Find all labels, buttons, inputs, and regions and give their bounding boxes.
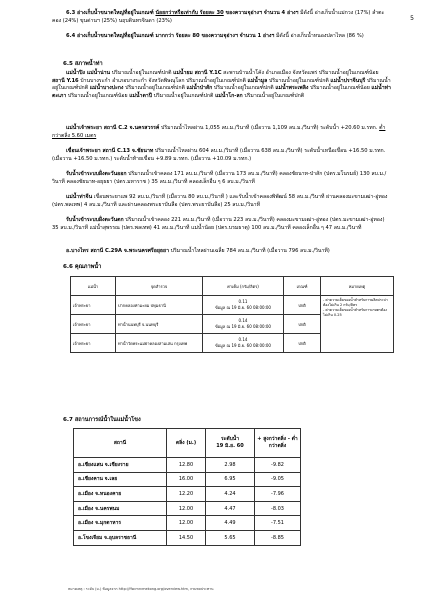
pp-b6: แม่น้ำบางปะกง [89, 85, 124, 92]
col-remark: หมายเหตุ [321, 277, 394, 296]
pp-t9: ปริมาณน้ำอยู่ในเกณฑ์น้อย [66, 92, 130, 99]
col-criteria: เกณฑ์ [284, 277, 321, 296]
pp-b9: แม่น้ำท่าตะเภา [52, 85, 391, 99]
cell-station: อ.เมือง จ.หนองคาย [74, 487, 167, 502]
table-row [71, 296, 394, 315]
cell-bank: 12.00 [167, 501, 206, 516]
cell-point: ท่าน้ำวัดพระแม่ย่าคลองสามเสน กรุงเทพ [116, 334, 203, 353]
pt-t1: เขื่อนพระยาแพ 92 ลบ.ม./วินาที (เมื่อวาน 80 ลบ.ม./วินาที ) และรับน้ำเข้าคลองพิพัฒน์ 58 ลบ.ม./วินาที ผ่านคลองมะขามเฒ่า-อู่ทอง (ปตร.พลเทพ) 4 ลบ.ม./วินาที และผ่านคลองพระยาบันลือ (ปตร.พระยาบันลือ) 25 ลบ.ม./วินาที [52, 194, 388, 208]
pp-b4: แม่น้ำมูล [247, 77, 268, 84]
source-note: หมายเหตุ : ระดับ (ม.) ข้อมูลจาก http://ffw.mrcmekong.org/overview.htm, กรมชลประทาน [68, 587, 214, 591]
pp-b7: แม่น้ำป่าสัก [186, 85, 213, 92]
cell-station: อ.เชียงคาน จ.เลย [74, 472, 167, 487]
pp-t5: ปริมาณน้ำอยู่ในเกณฑ์ปกติ [52, 77, 391, 92]
paragraph-west-intake [52, 217, 392, 232]
cell-level: 5.65 [206, 530, 255, 545]
cell-bank: 12.00 [167, 516, 206, 531]
cell-bank: 12.80 [167, 458, 206, 473]
pp-b8: แม่น้ำพระเพลิง [275, 85, 309, 92]
pa-b1: อ.บางไทร สถานี C.29A จ.พระนครศรีอยุธยา [66, 248, 169, 254]
cell-level: 6.95 [206, 472, 255, 487]
paragraph-6-4 [52, 33, 392, 41]
pp-t2: สะพานบ้านน้ำโค้ง อำเภอเมือง จังหวัดแพร่ ปริมาณน้ำอยู่ในเกณฑ์น้อย [221, 70, 379, 76]
pp-t8: ปริมาณน้ำอยู่ในเกณฑ์น้อย [308, 85, 372, 92]
mekong-table [73, 428, 301, 546]
section-6-7-title: 6.7 สถานการณ์น้ำในแม่น้ำโขง [63, 417, 141, 423]
col-level [206, 429, 255, 458]
pp-t7: ปริมาณน้ำอยู่ในเกณฑ์ปกติ [212, 85, 276, 92]
col-station: สถานี [74, 429, 167, 458]
table-row [74, 530, 301, 545]
table-row [74, 487, 301, 502]
pe-t1: ปริมาณน้ำเข้าคลอง 171 ลบ.ม./วินาที (เมื่อวาน 173 ลบ.ม./วินาที) คลองชัยนาท-ป่าสัก (ปตร.มโนรมย์) 130 ลบ.ม./วินาที คลองชัยนาท-อยุธยา (ปตร.มหาราช ) 35 ลบ.ม./วินาที คลองเล็กอื่น ๆ 6 ลบ.ม./วินาที [52, 171, 387, 185]
pc-t1: ปริมาณน้ำไหลผ่าน 1,055 ลบ.ม./วินาที (เมื่อวาน 1,109 ลบ.ม./วินาที) ระดับน้ำ +20.60 ม.รทก. [159, 125, 380, 131]
p63-lead: 6.3 อ่างเก็บน้ำขนาดใหญ่ที่อยู่ในเกณฑ์ [66, 10, 156, 16]
cell-point: ปากคลองท่ามะยม ปทุมธานี [116, 296, 203, 315]
cell-river: เจ้าพระยา [71, 315, 116, 334]
water-quality-table [70, 276, 394, 353]
level-label: ระดับน้ำ [220, 436, 240, 442]
pc-u1: ต่ำกว่าตลิ่ง 5.60 เมตร [52, 125, 386, 139]
salinity-value: 0.11 [238, 299, 248, 304]
pp-b11: แม่น้ำโก-ลก [215, 92, 243, 99]
table-row [74, 458, 301, 473]
pd-b1: เขื่อนเจ้าพระยา สถานี C.13 จ.ชัยนาท [66, 148, 154, 154]
paragraph-chaophraya-dam [52, 148, 392, 163]
table-row [74, 516, 301, 531]
table-header-row [74, 429, 301, 458]
cell-river: เจ้าพระยา [71, 296, 116, 315]
p63-emph: น้อยกว่าหรือเท่ากับ ร้อยละ 30 [155, 10, 224, 16]
page-number: 5 [410, 15, 414, 22]
cell-criteria: ปกติ [284, 296, 321, 315]
cell-point: ท่าน้ำนนทบุรี จ.นนทบุรี [116, 315, 203, 334]
cell-river: เจ้าพระยา [71, 334, 116, 353]
p64-lead: 6.4 อ่างเก็บน้ำขนาดใหญ่ที่อยู่ในเกณฑ์ มากกว่า ร้อยละ 80 ของความจุอ่างฯ จำนวน 1 อ่างฯ [66, 33, 275, 39]
table-row [74, 501, 301, 516]
col-diff: + สูงกว่าตลิ่ง - ต่ำกว่าตลิ่ง [255, 429, 301, 458]
p63-tail: ของความจุอ่างฯ จำนวน 4 อ่างฯ [223, 10, 299, 16]
cell-station: อ.เชียงแสน จ.เชียงราย [74, 458, 167, 473]
cell-level: 4.24 [206, 487, 255, 502]
cell-salinity [203, 315, 284, 334]
cell-diff: -7.96 [255, 487, 301, 502]
pw-b1: รับน้ำเข้าระบบฝั่งตะวันตก [66, 217, 124, 223]
cell-diff: -7.51 [255, 516, 301, 531]
section-6-6-title: 6.6 คุณภาพน้ำ [63, 264, 102, 270]
pp-t11: ปริมาณน้ำอยู่ในเกณฑ์ปกติ [242, 92, 305, 99]
salinity-time: ข้อมูล ณ 19 มิ.ย. 60 08:00:00 [215, 324, 271, 329]
col-bank: ตลิ่ง (ม.) [167, 429, 206, 458]
p63-rest: มีดังนี้ อ่างเก็บน้ำแม่กวง (17%) ลำตะคอง (24%) ขุนด่านฯ (25%) นฤบดินทรจินดา (23%) [52, 10, 385, 24]
col-salinity: ค่าเค็ม (กรัม/ลิตร) [203, 277, 284, 296]
cell-bank: 12.20 [167, 487, 206, 502]
pp-t10: ปริมาณน้ำอยู่ในเกณฑ์ปกติ [152, 92, 216, 99]
paragraph-chaophraya-c2 [52, 125, 392, 140]
section-6-5-title: 6.5 สภาพน้ำท่า [63, 61, 103, 67]
paragraph-river-status [52, 70, 392, 100]
pp-t4: ปริมาณน้ำอยู่ในเกณฑ์ปกติ [267, 77, 331, 84]
salinity-time: ข้อมูล ณ 19 มิ.ย. 60 08:00:00 [215, 343, 271, 348]
table-row [74, 472, 301, 487]
cell-salinity [203, 296, 284, 315]
cell-diff: -9.05 [255, 472, 301, 487]
pp-b3: สถานี Y.16 [52, 77, 79, 84]
paragraph-east-intake [52, 171, 392, 186]
remark-2: - ค่าความเค็มของน้ำสำหรับการเกษตรต้องไม่เกิน 0.25 [323, 308, 388, 317]
pp-t6: ปริมาณน้ำอยู่ในเกณฑ์ปกติ [123, 85, 187, 92]
paragraph-tachin [52, 194, 392, 209]
salinity-value: 0.14 [238, 318, 248, 323]
pp-t1: ปริมาณน้ำอยู่ในเกณฑ์ปกติ [110, 70, 174, 76]
pa-t1: ปริมาณน้ำไหลผ่านเฉลี่ย 784 ลบ.ม./วินาที (เมื่อวาน 796 ลบ.ม./วินาที) [169, 248, 330, 254]
cell-criteria: ปกติ [284, 334, 321, 353]
cell-criteria: ปกติ [284, 315, 321, 334]
cell-bank: 16.00 [167, 472, 206, 487]
cell-level: 4.47 [206, 501, 255, 516]
col-point: จุดสำรวจ [116, 277, 203, 296]
table-header-row [71, 277, 394, 296]
cell-level: 2.98 [206, 458, 255, 473]
pp-b2: แม่น้ำยม สถานี Y.1C [173, 70, 222, 76]
pd-t1: ปริมาณน้ำไหลผ่าน 604 ลบ.ม./วินาที (เมื่อวาน 638 ลบ.ม./วินาที) ระดับน้ำเหนือเขื่อน +16.50 ม.รทก. (เมื่อวาน +16.50 ม.รทก.) ระดับน้ำท้ายเขื่อน +9.89 ม.รทก. (เมื่อวาน +10.09 ม.รทก.) [52, 148, 386, 162]
cell-diff: -8.85 [255, 530, 301, 545]
p64-rest: มีดังนี้ อ่างเก็บน้ำหนองปลาไหล (86 %) [274, 33, 364, 39]
pp-b1: แม่น้ำปิง แม่น้ำน่าน [66, 70, 111, 76]
level-date: 19 มิ.ย. 60 [216, 443, 244, 449]
col-river: แม่น้ำ [71, 277, 116, 296]
pw-t1: ปริมาณน้ำเข้าคลอง 221 ลบ.ม./วินาที (เมื่อวาน 223 ลบ.ม./วินาที) คลองมะขามเฒ่า-อู่ทอง (ปตร.มะขามเฒ่า-อู่ทอง) 35 ลบ.ม./วินาที แม่น้ำสุพรรณ (ปตร.พลเทพ) 41 ลบ.ม./วินาที แม่น้ำน้อย (ปตร.บรมธาตุ) 100 ลบ.ม./วินาที คลองเล็กอื่น ๆ 47 ลบ.ม./วินาที [52, 217, 385, 231]
pp-b10: แม่น้ำตาปี [129, 92, 153, 99]
cell-station: อ.โขงเจียม จ.อุบลราชธานี [74, 530, 167, 545]
salinity-value: 0.14 [238, 337, 248, 342]
paragraph-6-3 [52, 10, 392, 25]
pe-b1: รับน้ำเข้าระบบฝั่งตะวันออก [66, 171, 127, 177]
paragraph-ayutthaya [52, 248, 392, 256]
cell-remarks [321, 296, 394, 353]
pp-t3: บ้านบางระกำ อำเภอบางระกำ จังหวัดพิษณุโลก ปริมาณน้ำอยู่ในเกณฑ์ปกติ [78, 77, 248, 84]
salinity-time: ข้อมูล ณ 19 มิ.ย. 60 08:00:00 [215, 305, 271, 310]
cell-station: อ.เมือง จ.มุกดาหาร [74, 516, 167, 531]
remark-1: - ค่าความเค็มของน้ำสำหรับการผลิตประปาต้องไม่เกิน 2 กรัม/ลิตร [323, 298, 388, 307]
cell-diff: -8.03 [255, 501, 301, 516]
cell-station: อ.เมือง จ.นครพนม [74, 501, 167, 516]
pt-b1: แม่น้ำท่าจีน [66, 194, 93, 200]
cell-salinity [203, 334, 284, 353]
pc-b1: แม่น้ำเจ้าพระยา สถานี C.2 จ.นครสวรรค์ [66, 125, 160, 131]
pp-b5: แม่น้ำปราจีนบุรี [330, 77, 366, 84]
cell-bank: 14.50 [167, 530, 206, 545]
cell-level: 4.49 [206, 516, 255, 531]
cell-diff: -9.82 [255, 458, 301, 473]
